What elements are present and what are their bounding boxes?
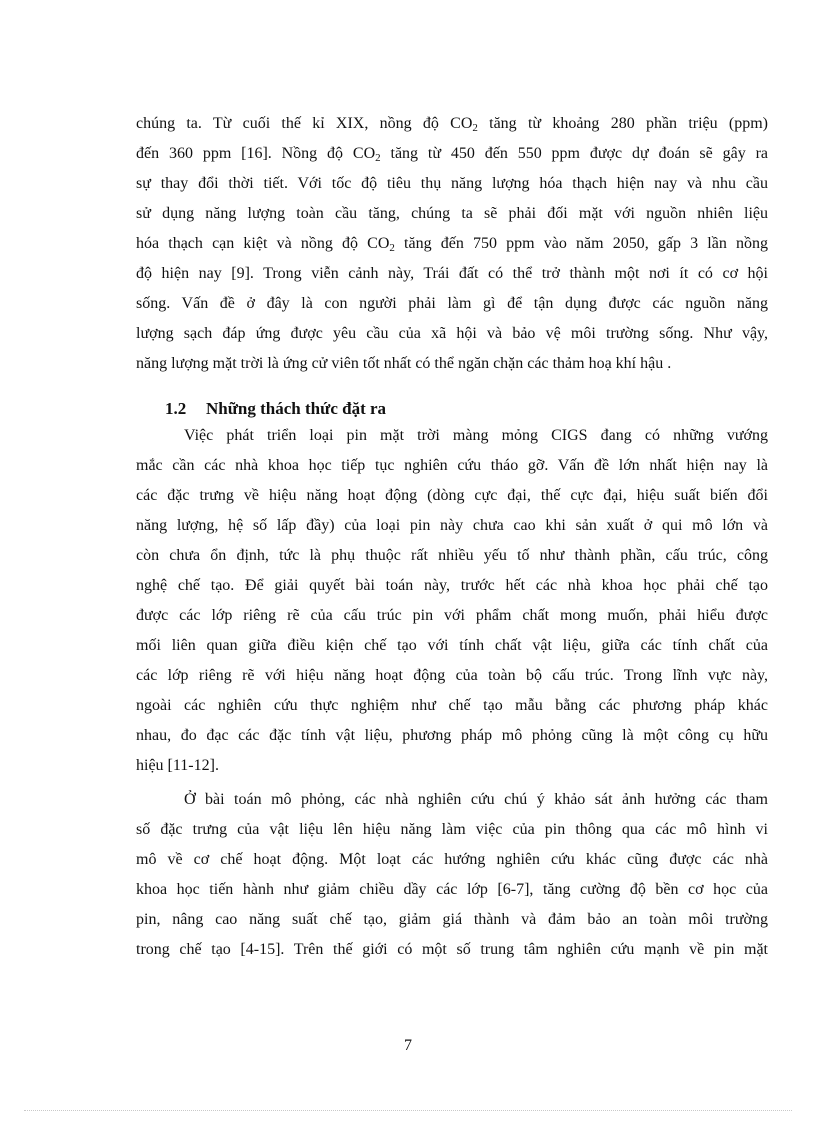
paragraph-line: nghệ chế tạo. Để giải quyết bài toán này, trước hết các nhà khoa học phải chế tạo: [136, 577, 768, 594]
paragraph-co2-context: [136, 109, 768, 379]
section-title: Những thách thức đặt ra: [206, 399, 387, 418]
paragraph-line: được các lớp riêng rẽ của cấu trúc pin với phẩm chất mong muốn, phải hiểu được: [136, 607, 768, 624]
paragraph-line: mô về cơ chế hoạt động. Một loạt các hướng nghiên cứu khác cũng được các nhà: [136, 851, 768, 868]
paragraph-line: độ hiện nay [9]. Trong viễn cảnh này, Trái đất có thể trở thành một nơi ít có cơ hội: [136, 265, 768, 282]
paragraph-line: hóa thạch cạn kiệt và nồng độ $CO_2$ tăng đến 750 ppm vào năm 2050, gấp 3 lần nồng: [136, 235, 769, 254]
paragraph-line: mắc cần các nhà khoa học tiếp tục nghiên cứu tháo gỡ. Vấn đề lớn nhất hiện nay là: [136, 457, 768, 474]
section-heading: [165, 396, 386, 422]
paragraph-line: chúng ta. Từ cuối thế kỉ XIX, nồng độ $CO_2$ tăng từ khoảng 280 phần triệu (ppm): [136, 115, 768, 134]
paragraph-line: năng lượng, hệ số lấp đầy) của loại pin này chưa cao khi sản xuất ở qui mô lớn và: [136, 517, 768, 534]
paragraph-line: Ở bài toán mô phỏng, các nhà nghiên cứu chú ý khảo sát ảnh hưởng các tham: [184, 791, 768, 808]
paragraph-challenges: [136, 421, 768, 781]
paragraph-line: mối liên quan giữa điều kiện chế tạo với tính chất vật liệu, giữa các tính chất của: [136, 637, 768, 654]
paragraph-line: ngoài các nghiên cứu thực nghiệm như chế tạo mẫu bằng các phương pháp khác: [136, 697, 768, 714]
paragraph-line: còn chưa ổn định, tức là phụ thuộc rất nhiều yếu tố như thành phần, cấu trúc, công: [136, 547, 768, 564]
paragraph-line: lượng sạch đáp ứng được yêu cầu của xã hội và bảo vệ môi trường sống. Như vậy,: [136, 325, 768, 342]
paragraph-line: các đặc trưng về hiệu năng hoạt động (dòng cực đại, thế cực đại, hiệu suất biến đổi: [136, 487, 768, 504]
paragraph-line: khoa học tiến hành như giảm chiều dầy các lớp [6-7], tăng cường độ bền cơ học của: [136, 881, 768, 898]
paragraph-line: năng lượng mặt trời là ứng cử viên tốt nhất có thể ngăn chặn các thảm hoạ khí hậu .: [136, 355, 672, 372]
paragraph-simulation: [136, 785, 768, 965]
paragraph-line: số đặc trưng của vật liệu lên hiệu năng làm việc của pin thông qua các mô hình vi: [136, 821, 768, 838]
page-bottom-divider: [24, 1110, 792, 1111]
paragraph-line: sử dụng năng lượng toàn cầu tăng, chúng ta sẽ phải đối mặt với nguồn nhiên liệu: [136, 205, 768, 222]
paragraph-line: Việc phát triển loại pin mặt trời màng mỏng CIGS đang có những vướng: [184, 427, 768, 444]
paragraph-line: sự thay đổi thời tiết. Với tốc độ tiêu thụ năng lượng hóa thạch hiện nay và nhu cầu: [136, 175, 768, 192]
paragraph-line: đến 360 ppm [16]. Nồng độ $CO_2$ tăng từ 450 đến 550 ppm được dự đoán sẽ gây ra: [136, 145, 769, 164]
paragraph-line: pin, nâng cao năng suất chế tạo, giảm giá thành và đảm bảo an toàn môi trường: [136, 911, 768, 928]
page-number: 7: [404, 1037, 412, 1054]
paragraph-line: hiệu [11-12].: [136, 757, 219, 774]
section-number: 1.2: [165, 399, 187, 418]
paragraph-line: trong chế tạo [4-15]. Trên thế giới có một số trung tâm nghiên cứu mạnh về pin mặt: [136, 941, 768, 958]
paragraph-line: nhau, đo đạc các đặc tính vật liệu, phương pháp mô phỏng cũng là một công cụ hữu: [136, 727, 768, 744]
paragraph-line: các lớp riêng rẽ với hiệu năng hoạt động của toàn bộ cấu trúc. Trong lĩnh vực này,: [136, 667, 768, 684]
paragraph-line: sống. Vấn đề ở đây là con người phải làm gì để tận dụng được các nguồn năng: [136, 295, 768, 312]
